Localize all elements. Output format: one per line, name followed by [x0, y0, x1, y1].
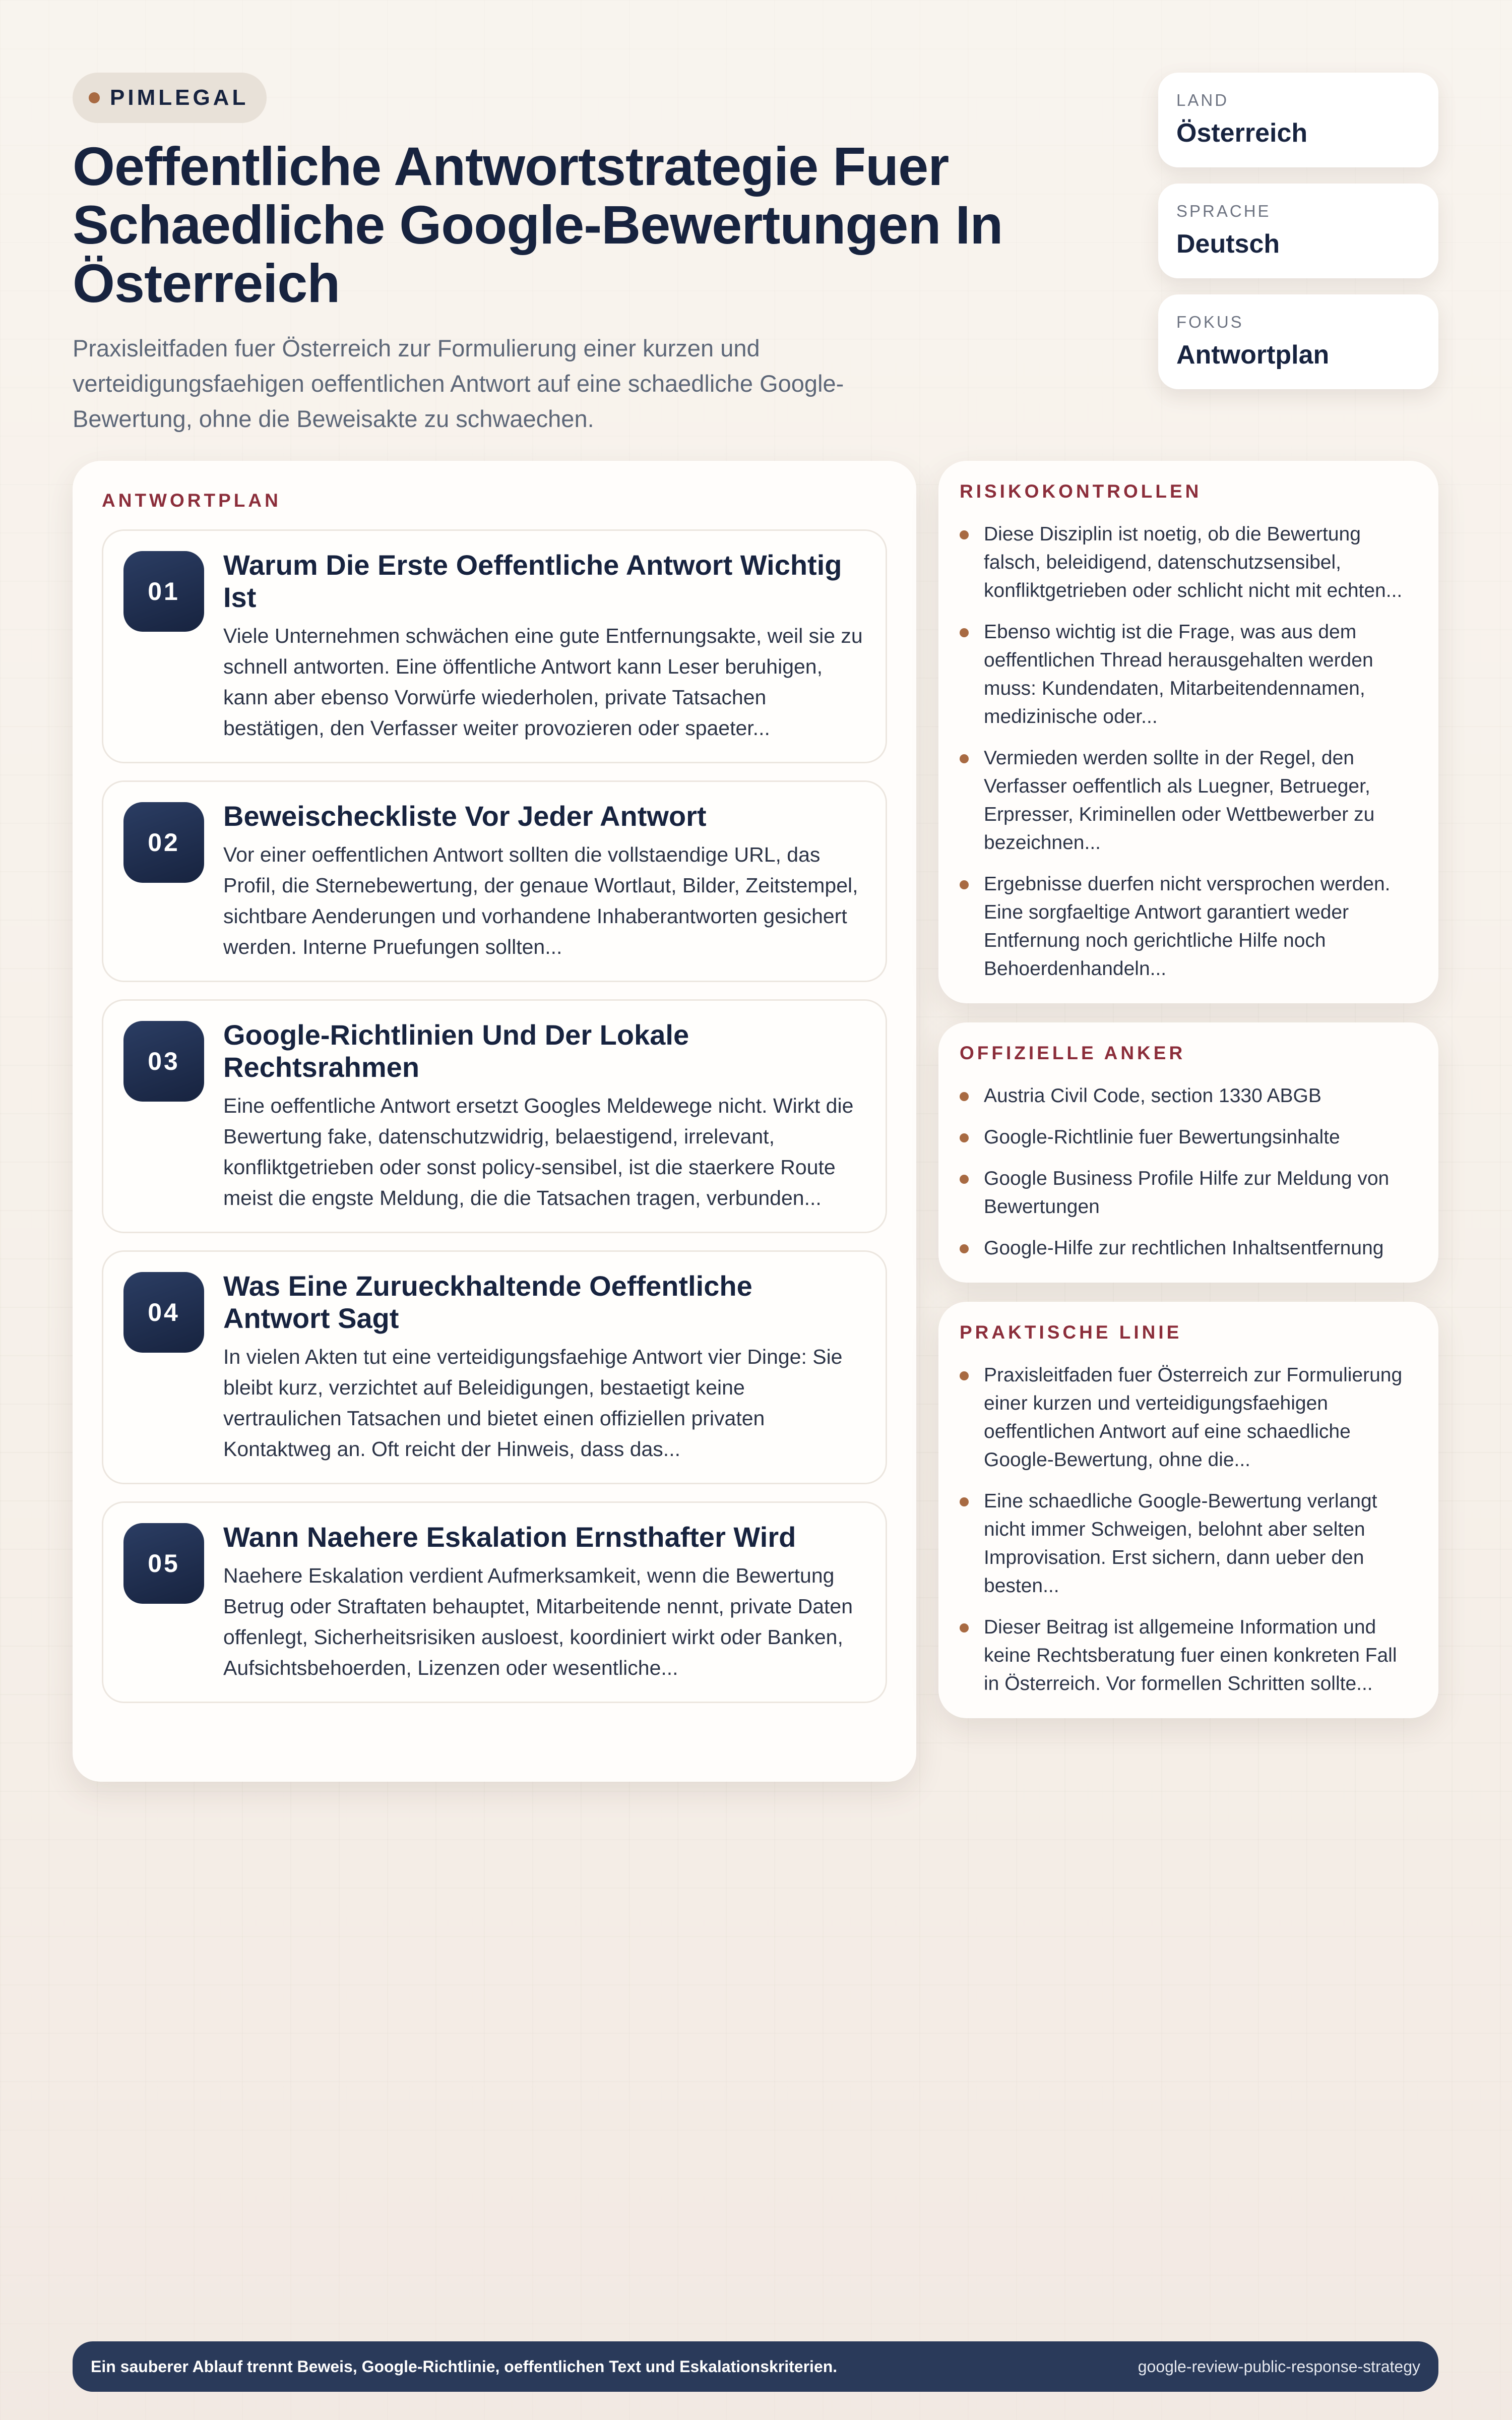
- list-item: Eine schaedliche Google-Bewertung verlangt nicht immer Schweigen, belohnt aber selten Improvisation. Erst sichern, dann ueber den besten...: [960, 1487, 1417, 1600]
- step-number-badge: 03: [123, 1021, 204, 1102]
- list-item: Praxisleitfaden fuer Österreich zur Formulierung einer kurzen und verteidigungsfaehigen oeffentlichen Antwort auf eine schaedliche Google-Bewertung, ohne die...: [960, 1361, 1417, 1474]
- step-title: Wann Naehere Eskalation Ernsthafter Wird: [223, 1521, 796, 1553]
- plan-step: [102, 999, 887, 1233]
- step-title: Beweischeckliste Vor Jeder Antwort: [223, 800, 707, 832]
- list-item: Ergebnisse duerfen nicht versprochen werden. Eine sorgfaeltige Antwort garantiert weder Entfernung noch gerichtliche Hilfe noch Behoerdenhandeln...: [960, 870, 1417, 983]
- list-item: Diese Disziplin ist noetig, ob die Bewertung falsch, beleidigend, datenschutzsensibel, konfliktgetrieben oder schlicht nicht mit echten...: [960, 520, 1417, 605]
- section-label: RISIKOKONTROLLEN: [960, 481, 1202, 502]
- meta-card-land: [1158, 73, 1438, 167]
- antwortplan-card: [73, 461, 916, 1782]
- list-item: Austria Civil Code, section 1330 ABGB: [960, 1082, 1417, 1110]
- footer-slug: google-review-public-response-strategy: [1138, 2357, 1420, 2376]
- meta-value: Österreich: [1176, 118, 1308, 148]
- sidebar: [938, 461, 1438, 1737]
- meta-cards: [1158, 73, 1438, 405]
- plan-step: [102, 780, 887, 982]
- list-item: Google-Richtlinie fuer Bewertungsinhalte: [960, 1123, 1417, 1152]
- list-item: Vermieden werden sollte in der Regel, den Verfasser oeffentlich als Luegner, Betrueger, Erpresser, Kriminellen oder Wettbewerber zu bezeichnen...: [960, 744, 1417, 857]
- risikokontrollen-card: [938, 461, 1438, 1003]
- brand-dot-icon: [89, 92, 100, 103]
- step-number-badge: 05: [123, 1523, 204, 1604]
- step-title: Google-Richtlinien Und Der Lokale Rechtsrahmen: [223, 1019, 689, 1083]
- section-label: OFFIZIELLE ANKER: [960, 1043, 1186, 1063]
- list-item: Dieser Beitrag ist allgemeine Information und keine Rechtsberatung fuer einen konkreten Fall in Österreich. Vor formellen Schritten sollte...: [960, 1613, 1417, 1698]
- meta-card-fokus: [1158, 294, 1438, 389]
- step-number-badge: 02: [123, 802, 204, 883]
- meta-label: SPRACHE: [1176, 202, 1271, 220]
- plan-step: [102, 529, 887, 763]
- step-title: Was Eine Zurueckhaltende Oeffentliche Antwort Sagt: [223, 1270, 752, 1334]
- list-item: Google-Hilfe zur rechtlichen Inhaltsentfernung: [960, 1234, 1417, 1262]
- meta-label: FOKUS: [1176, 313, 1244, 331]
- step-body: [223, 800, 864, 962]
- bullet-list: [960, 1082, 1417, 1262]
- praktische-linie-card: [938, 1302, 1438, 1718]
- step-number-badge: 04: [123, 1272, 204, 1353]
- bullet-list: [960, 520, 1417, 983]
- list-item: Google Business Profile Hilfe zur Meldung von Bewertungen: [960, 1165, 1417, 1221]
- step-text: Naehere Eskalation verdient Aufmerksamkeit, wenn die Bewertung Betrug oder Straftaten behauptet, Mitarbeitende nennt, private Daten offenlegt, Sicherheitsrisiken ausloest, koordiniert wirkt oder Banken, Aufsichtsbehoerden, Lizenzen oder wesentliche...: [223, 1564, 853, 1679]
- step-text: Eine oeffentliche Antwort ersetzt Googles Meldewege nicht. Wirkt die Bewertung fake, datenschutzwidrig, belaestigend, irrelevant, konfliktgetrieben oder sonst policy-sensibel, ist die staerkere Route meist die engste Meldung, die die Tatsachen tragen, verbunden...: [223, 1094, 854, 1209]
- step-text: Vor einer oeffentlichen Antwort sollten die vollstaendige URL, das Profil, die Sternebewertung, der genaue Wortlaut, Bilder, Zeitstempel, sichtbare Aenderungen und vorhandene Inhaberantworten gesichert werden. Interne Pruefungen sollten...: [223, 843, 858, 958]
- meta-value: Antwortplan: [1176, 340, 1330, 370]
- step-body: [223, 549, 864, 744]
- plan-step: [102, 1250, 887, 1484]
- step-number-badge: 01: [123, 551, 204, 632]
- step-title: Warum Die Erste Oeffentliche Antwort Wichtig Ist: [223, 549, 842, 613]
- brand-name: PIMLEGAL: [110, 85, 249, 110]
- step-text: Viele Unternehmen schwächen eine gute Entfernungsakte, weil sie zu schnell antworten. Eine öffentliche Antwort kann Leser beruhigen, kann aber ebenso Vorwürfe wiederholen, private Tatsachen bestätigen, den Verfasser weiter provozieren oder spaeter...: [223, 624, 863, 740]
- bullet-list: [960, 1361, 1417, 1698]
- step-body: [223, 1521, 864, 1683]
- step-body: [223, 1019, 864, 1214]
- footer-bar: [73, 2341, 1438, 2392]
- page-title: Oeffentliche Antwortstrategie Fuer Schaedliche Google-Bewertungen In Österreich: [73, 136, 1003, 314]
- step-text: In vielen Akten tut eine verteidigungsfaehige Antwort vier Dinge: Sie bleibt kurz, verzichtet auf Beleidigungen, bestaetigt keine vertraulichen Tatsachen und bietet einen offiziellen privaten Kontaktweg an. Oft reicht der Hinweis, dass das...: [223, 1345, 843, 1461]
- section-label: PRAKTISCHE LINIE: [960, 1322, 1182, 1343]
- list-item: Ebenso wichtig ist die Frage, was aus dem oeffentlichen Thread herausgehalten werden muss: Kundendaten, Mitarbeitendennamen, medizinische oder...: [960, 618, 1417, 731]
- brand-pill: [73, 73, 267, 123]
- footer-text: Ein sauberer Ablauf trennt Beweis, Google-Richtlinie, oeffentlichen Text und Eskalationskriterien.: [91, 2357, 838, 2376]
- meta-value: Deutsch: [1176, 229, 1280, 259]
- section-label: ANTWORTPLAN: [102, 490, 281, 511]
- meta-card-sprache: [1158, 184, 1438, 278]
- step-body: [223, 1270, 864, 1465]
- offizielle-anker-card: [938, 1022, 1438, 1283]
- plan-step: [102, 1501, 887, 1703]
- page-subtitle: Praxisleitfaden fuer Österreich zur Formulierung einer kurzen und verteidigungsfaehigen oeffentlichen Antwort auf eine schaedliche Google-Bewertung, ohne die Beweisakte zu schwaechen.: [73, 335, 844, 432]
- meta-label: LAND: [1176, 91, 1229, 109]
